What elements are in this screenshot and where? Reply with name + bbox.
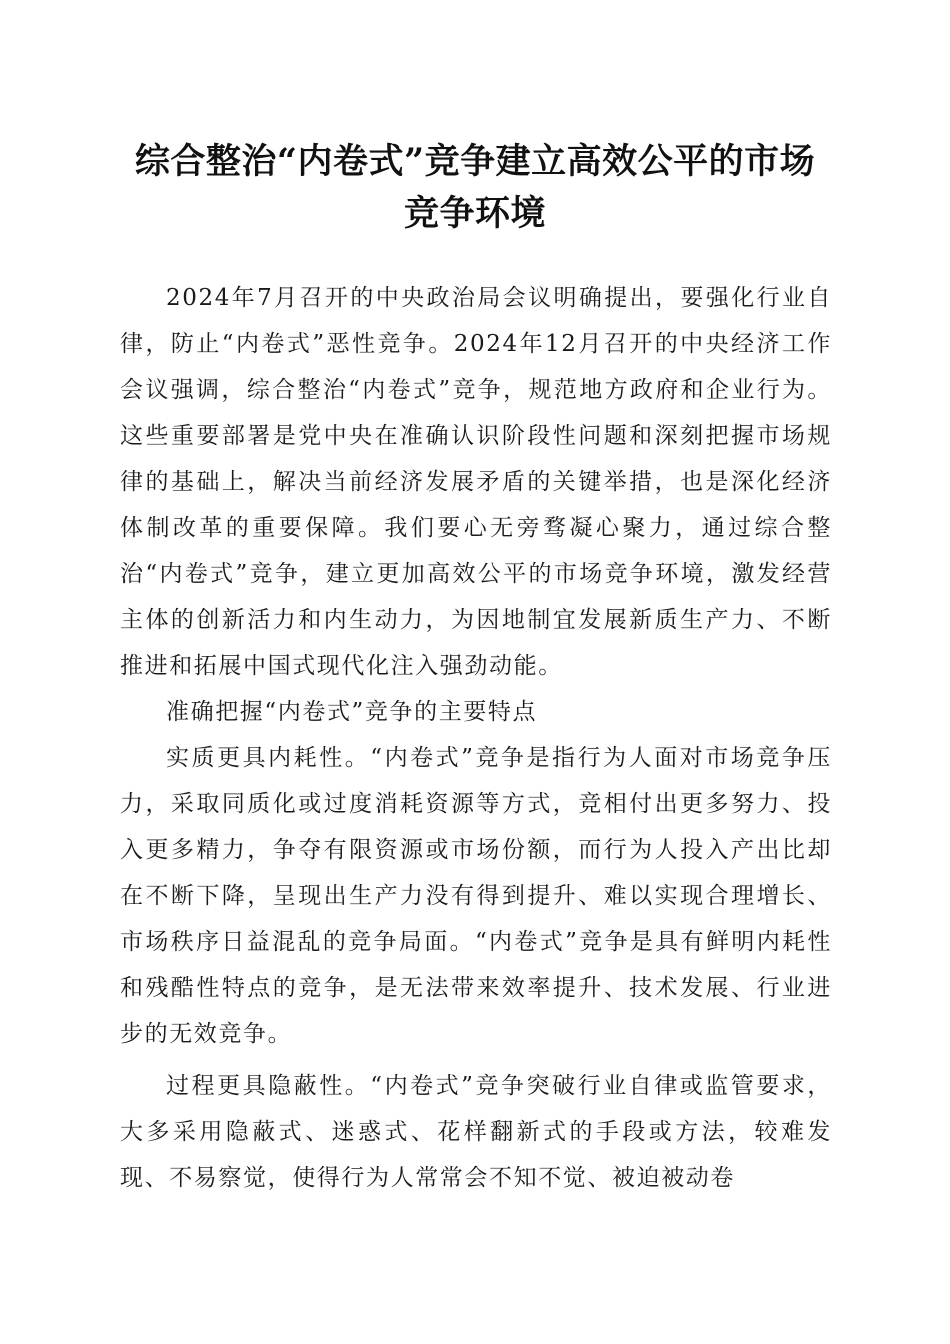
paragraph-concealment: 过程更具隐蔽性。“内卷式”竞争突破行业自律或监管要求，大多采用隐蔽式、迷惑式、花样翻新式的手段或方法，较难发现、不易察觉，使得行为人常常会不知不觉、被迫被动卷 bbox=[120, 1073, 832, 1191]
section-heading: 准确把握“内卷式”竞争的主要特点 bbox=[166, 699, 538, 725]
title-line-1: 综合整治“内卷式”竞争建立高效公平的市场 bbox=[134, 141, 816, 182]
title-line-2: 竞争环境 bbox=[403, 193, 546, 234]
document-body bbox=[120, 275, 832, 1201]
paragraph-intro: 2024年7月召开的中央政治局会议明确提出，要强化行业自律，防止“内卷式”恶性竞争。2024年12月召开的中央经济工作会议强调，综合整治“内卷式”竞争，规范地方政府和企业行为。这些重要部署是党中央在准确认识阶段性问题和深刻把握市场规律的基础上，解决当前经济发展矛盾的关键举措，也是深化经济体制改革的重要保障。我们要心无旁骛凝心聚力，通过综合整治“内卷式”竞争，建立更加高效公平的市场竞争环境，激发经营主体的创新活力和内生动力，为因地制宜发展新质生产力、不断推进和拓展中国式现代化注入强劲动能。 bbox=[120, 285, 832, 679]
document-title bbox=[100, 136, 850, 240]
paragraph-internal-consumption: 实质更具内耗性。“内卷式”竞争是指行为人面对市场竞争压力，采取同质化或过度消耗资源等方式，竞相付出更多努力、投入更多精力，争夺有限资源或市场份额，而行为人投入产出比却在不断下降，呈现出生产力没有得到提升、难以实现合理增长、市场秩序日益混乱的竞争局面。“内卷式”竞争是具有鲜明内耗性和残酷性特点的竞争，是无法带来效率提升、技术发展、行业进步的无效竞争。 bbox=[120, 745, 832, 1047]
